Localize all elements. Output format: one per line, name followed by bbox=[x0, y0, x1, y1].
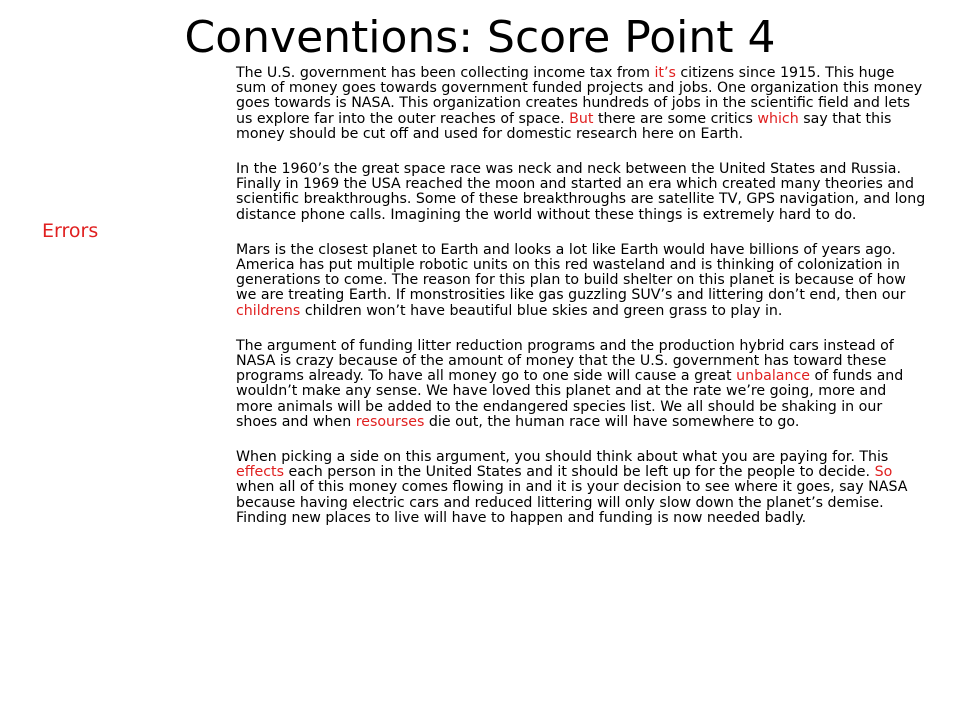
essay-text: Mars is the closest planet to Earth and looks a lot like Earth would have billions of years ago. America has put multiple robotic units on this red wasteland and is thinking of colonization in generations to come. The reason for this plan to build shelter on this planet is because of how we are treating Earth. If monstrosities like gas guzzling SUV’s and littering don’t end, then our bbox=[236, 241, 906, 304]
error-word: But bbox=[569, 110, 594, 127]
essay-paragraph bbox=[236, 450, 926, 526]
essay-text: say that this money should be cut off and used for domestic research here on Earth. bbox=[236, 110, 892, 142]
errors-label: Errors bbox=[42, 220, 99, 242]
essay-text: children won’t have beautiful blue skies and green grass to play in. bbox=[300, 302, 783, 319]
error-word: unbalance bbox=[736, 368, 810, 385]
essay-paragraph bbox=[236, 243, 926, 319]
essay-paragraph bbox=[236, 339, 926, 430]
essay-text: The U.S. government has been collecting income tax from bbox=[236, 65, 655, 81]
essay-paragraph bbox=[236, 162, 926, 223]
essay-paragraph bbox=[236, 66, 926, 142]
essay-text: there are some critics bbox=[593, 110, 758, 127]
error-word: which bbox=[757, 110, 799, 127]
error-word: So bbox=[874, 464, 893, 481]
essay-text: when all of this money comes flowing in and it is your decision to see where it goes, say NASA because having electric cars and reduced littering will only slow down the planet’s demise. Finding new places to live will have to happen and funding is now needed badly. bbox=[236, 479, 908, 526]
essay-text: The argument of funding litter reduction programs and the production hybrid cars instead of NASA is crazy because of the amount of money that the U.S. government has toward these programs already. To have all money go to one side will cause a great bbox=[236, 337, 894, 385]
error-word: resourses bbox=[355, 413, 425, 430]
essay-text: of funds and wouldn’t make any sense. We have loved this planet and at the rate we’re going, more and more animals will be added to the endangered species list. We all should be shaking in our shoes and when bbox=[236, 368, 904, 430]
error-word: it’s bbox=[654, 65, 676, 81]
essay-text: each person in the United States and it should be left up for the people to decide. bbox=[284, 464, 875, 481]
essay-text: citizens since 1915. This huge sum of money goes towards government funded projects and jobs. One organization this money goes towards is NASA. This organization creates hundreds of jobs in the scientific field and lets us explore far into the outer reaches of space. bbox=[236, 65, 923, 127]
slide-title: Conventions: Score Point 4 bbox=[184, 12, 776, 63]
essay-body bbox=[236, 66, 926, 546]
essay-text: When picking a side on this argument, you should think about what you are paying for. This bbox=[236, 449, 889, 466]
essay-text: die out, the human race will have somewhere to go. bbox=[424, 413, 800, 430]
error-word: childrens bbox=[236, 302, 301, 319]
error-word: effects bbox=[236, 464, 284, 481]
essay-text: In the 1960’s the great space race was neck and neck between the United States and Russia. Finally in 1969 the USA reached the moon and started an era which created many theories and scientific breakthroughs. Some of these breakthroughs are satellite TV, GPS navigation, and long distance phone calls. Imagining the world without these things is extremely hard to do. bbox=[236, 161, 926, 223]
